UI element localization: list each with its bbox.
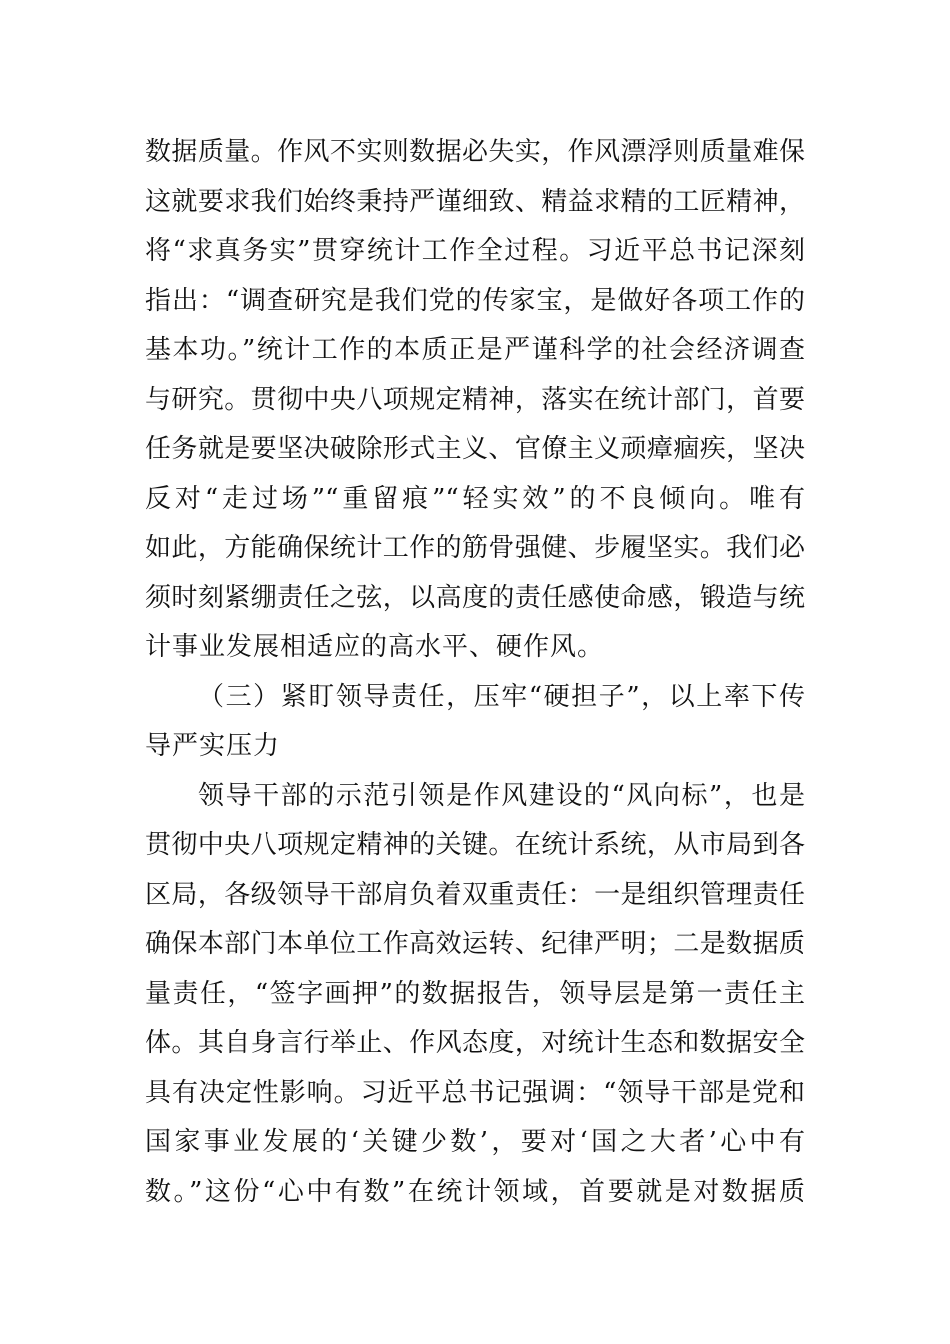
text-line: 如此，方能确保统计工作的筋骨强健、步履坚实。我们必	[145, 533, 805, 563]
text-line: 数据质量。作风不实则数据必失实，作风漂浮则质量难保	[145, 137, 805, 167]
text-line: 确保本部门本单位工作高效运转、纪律严明；二是数据质	[145, 929, 805, 959]
text-line: 区局，各级领导干部肩负着双重责任：一是组织管理责任	[145, 880, 805, 910]
text-line: 计事业发展相适应的高水平、硬作风。	[145, 632, 605, 662]
text-line: 这就要求我们始终秉持严谨细致、精益求精的工匠精神，	[145, 187, 805, 217]
section-heading-continuation: 导严实压力	[145, 731, 281, 761]
text-line: 具有决定性影响。习近平总书记强调：“领导干部是党和	[145, 1078, 805, 1108]
text-line: 国家事业发展的‘关键少数’，要对‘国之大者’心中有	[145, 1127, 805, 1157]
text-line: 数。”这份“心中有数”在统计领域，首要就是对数据质	[145, 1177, 805, 1207]
text-line: 指出：“调查研究是我们党的传家宝，是做好各项工作的	[145, 286, 805, 316]
text-line: 与研究。贯彻中央八项规定精神，落实在统计部门，首要	[145, 385, 805, 415]
text-line: 须时刻紧绷责任之弦，以高度的责任感使命感，锻造与统	[145, 583, 805, 613]
paragraph-start: 领导干部的示范引领是作风建设的“风向标”，也是	[198, 781, 805, 811]
section-heading: （三）紧盯领导责任，压牢“硬担子”，以上率下传	[198, 682, 805, 712]
text-line: 贯彻中央八项规定精神的关键。在统计系统，从市局到各	[145, 830, 805, 860]
text-line: 将“求真务实”贯穿统计工作全过程。习近平总书记深刻	[145, 236, 805, 266]
text-line: 基本功。”统计工作的本质正是严谨科学的社会经济调查	[145, 335, 805, 365]
text-line: 任务就是要坚决破除形式主义、官僚主义顽瘴痼疾，坚决	[145, 434, 805, 464]
text-line: 量责任，“签字画押”的数据报告，领导层是第一责任主	[145, 979, 805, 1009]
text-line: 体。其自身言行举止、作风态度，对统计生态和数据安全	[145, 1028, 805, 1058]
text-line: 反对“走过场”“重留痕”“轻实效”的不良倾向。唯有	[145, 484, 805, 514]
